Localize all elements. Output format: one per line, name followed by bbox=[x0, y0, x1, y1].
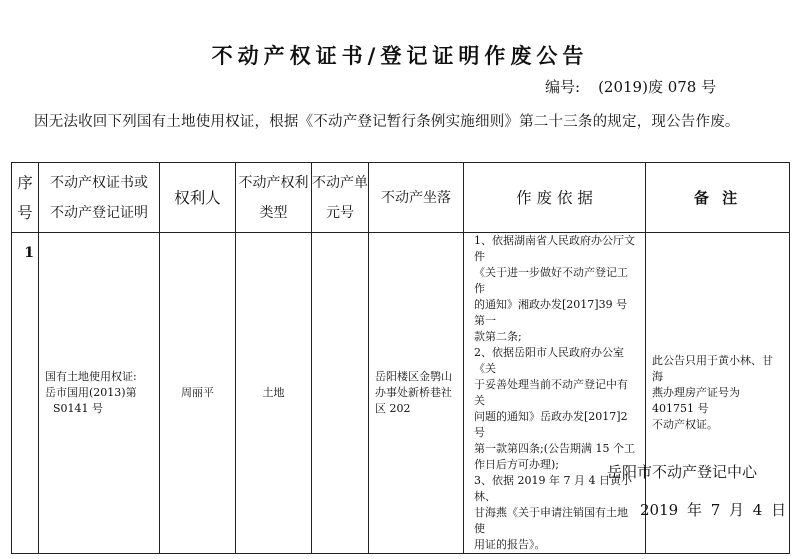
document-number-value: (2019)废 078 号 bbox=[598, 78, 717, 96]
header-remark: 备 注 bbox=[646, 163, 790, 233]
header-certificate: 不动产权证书或 不动产登记证明 bbox=[39, 163, 160, 233]
notice-title: 不动产权证书/登记证明作废公告 bbox=[211, 44, 589, 68]
table-header-row bbox=[12, 163, 790, 233]
void-notice-table bbox=[11, 162, 790, 554]
cell-unit-number bbox=[312, 233, 369, 554]
header-unit-number: 不动产单 元号 bbox=[312, 163, 369, 233]
header-basis: 作 废 依 据 bbox=[464, 163, 646, 233]
issuing-organization: 岳阳市不动产登记中心 bbox=[607, 463, 758, 481]
cell-right-type: 土地 bbox=[236, 233, 312, 554]
cell-location: 岳阳楼区金鹗山 办事处新桥巷社 区 202 bbox=[369, 233, 464, 554]
header-location: 不动产坐落 bbox=[369, 163, 464, 233]
document-number-label: 编号: bbox=[545, 78, 581, 96]
cell-certificate: 国有土地使用权证: 岳市国用(2013)第 S0141 号 bbox=[39, 233, 160, 554]
cell-seq: 1 bbox=[12, 233, 39, 554]
document-number bbox=[545, 76, 716, 97]
cell-remark: 此公告只用于黄小林、甘海 燕办理房产证号为 401751 号 不动产权证。 bbox=[646, 233, 790, 554]
cell-holder: 周丽平 bbox=[160, 233, 236, 554]
cell-basis: 1、依据湖南省人民政府办公厅文件 《关于进一步做好不动产登记工作 的通知》湘政办发[2017]39 号第一 款第二条; 2、依据岳阳市人民政府办公室《关 于妥善处理当前不动产登记中有关 问题的通知》岳政办发[2017]2 号 第一款第四条;(公告期满 15 个工 作日后方可办理); 3、依据 2019 年 7 月 4 日黄小林、 甘海燕《关于申请注销国有土地使 用证的报告》。 bbox=[464, 233, 646, 554]
header-seq: 序 号 bbox=[12, 163, 39, 233]
header-holder: 权利人 bbox=[160, 163, 236, 233]
issue-date: 2019 年 7 月 4 日 bbox=[640, 501, 787, 519]
header-right-type: 不动产权利 类型 bbox=[236, 163, 312, 233]
intro-paragraph: 因无法收回下列国有土地使用权证，根据《不动产登记暂行条例实施细则》第二十三条的规定，现公告作废。 bbox=[34, 114, 740, 130]
